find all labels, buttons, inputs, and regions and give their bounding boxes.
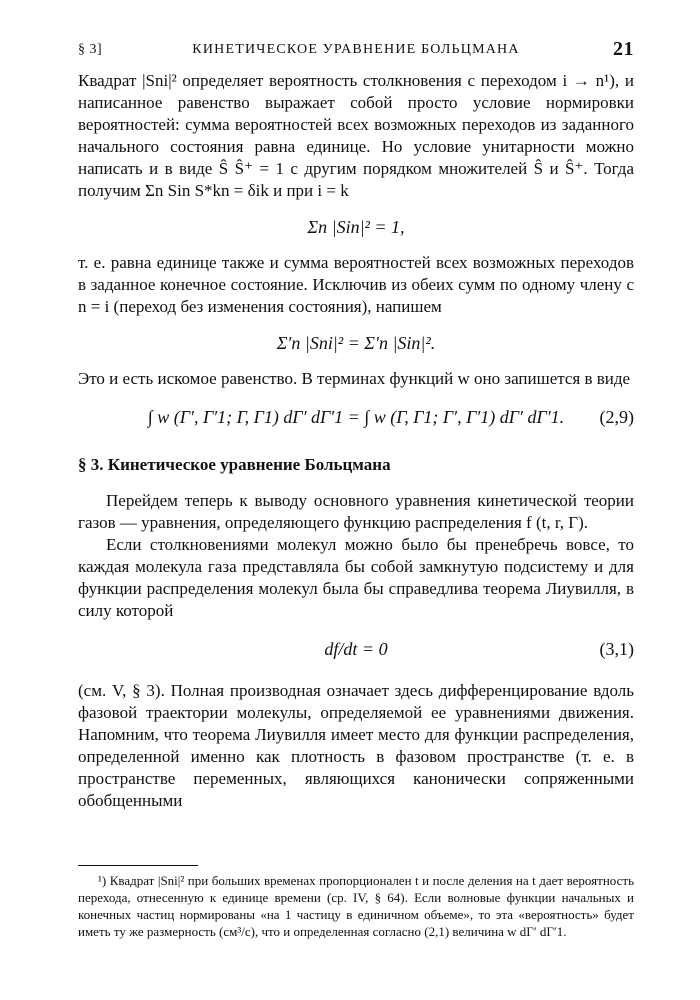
formula-liouville — [78, 638, 634, 664]
header-section: § 3] — [78, 42, 103, 57]
paragraph-2: т. е. равна единице также и сумма вероятностей всех возможных переходов в заданное конечное состояние. Исключив из обеих сумм по одному члену с n = i (переход без изменения состояния), напишем — [78, 253, 634, 316]
header-title: КИНЕТИЧЕСКОЕ УРАВНЕНИЕ БОЛЬЦМАНА — [192, 42, 520, 57]
footnote-rule — [78, 865, 198, 866]
paragraph-3: Это и есть искомое равенство. В терминах функций w оно запишется в виде — [78, 369, 631, 388]
paragraph-5: Если столкновениями молекул можно было бы пренебречь вовсе, то каждая молекула газа представляла бы собой замкнутую подсистему и для функции распределения молекул была бы справедлива теорема Лиувилля, в силу которой — [78, 535, 634, 620]
running-header — [78, 40, 634, 64]
formula-integral-body: ∫ w (Γ′, Γ′1; Γ, Γ1) dΓ′ dΓ′1 = ∫ w (Γ, Γ1; Γ′, Γ′1) dΓ′ dΓ′1. — [147, 407, 565, 427]
page-number: 21 — [613, 38, 634, 60]
paragraph-6: (см. V, § 3). Полная производная означает здесь дифференцирование вдоль фазовой траектории молекулы, определяемой ее уравнениями движения. Напомним, что теорема Лиувилля имеет место для функции распределения, определенной именно как плотность в фазовом пространстве (т. е. в пространстве переменных, являющихся канонически сопряженными обобщенными — [78, 681, 634, 810]
equation-number-3-1: (3,1) — [599, 639, 634, 659]
formula-sum-unity: Σn |Sin|² = 1, — [307, 217, 405, 237]
footnote-area — [78, 865, 634, 940]
formula-liouville-body: df/dt = 0 — [324, 639, 388, 659]
main-text — [78, 70, 634, 812]
footnote-1: ¹) Квадрат |Sni|² при больших временах пропорционален t и после деления на t дает вероятность перехода, отнесенную к единице времени (ср. IV, § 64). Если волновые функции начальных и конечных частиц нормированы «на 1 частицу в единичном объеме», то эта «вероятность» будет иметь ту же размерность (см³/с), что и определенная согласно (2,1) величина w dΓ′ dΓ′1. — [78, 873, 634, 939]
section-heading: § 3. Кинетическое уравнение Больцмана — [78, 455, 391, 474]
paragraph-1: Квадрат |Sni|² определяет вероятность столкновения с переходом i → n¹), и написанное равенство выражает собой просто условие нормировки вероятностей: сумма вероятностей всех возможных переходов из заданного начального состояния равна единице. Но условие унитарности можно написать и в виде Ŝ Ŝ⁺ = 1 с другим порядком множителей Ŝ и Ŝ⁺. Тогда получим Σn Sin S*kn = δik и при i = k — [78, 71, 634, 200]
paragraph-4: Перейдем теперь к выводу основного уравнения кинетической теории газов — уравнения, определяющего функцию распределения f (t, r, Γ). — [78, 491, 634, 532]
equation-number-2-9: (2,9) — [599, 407, 634, 427]
formula-sum-prime: Σ′n |Sni|² = Σ′n |Sin|². — [276, 333, 436, 353]
formula-integral — [78, 406, 634, 432]
